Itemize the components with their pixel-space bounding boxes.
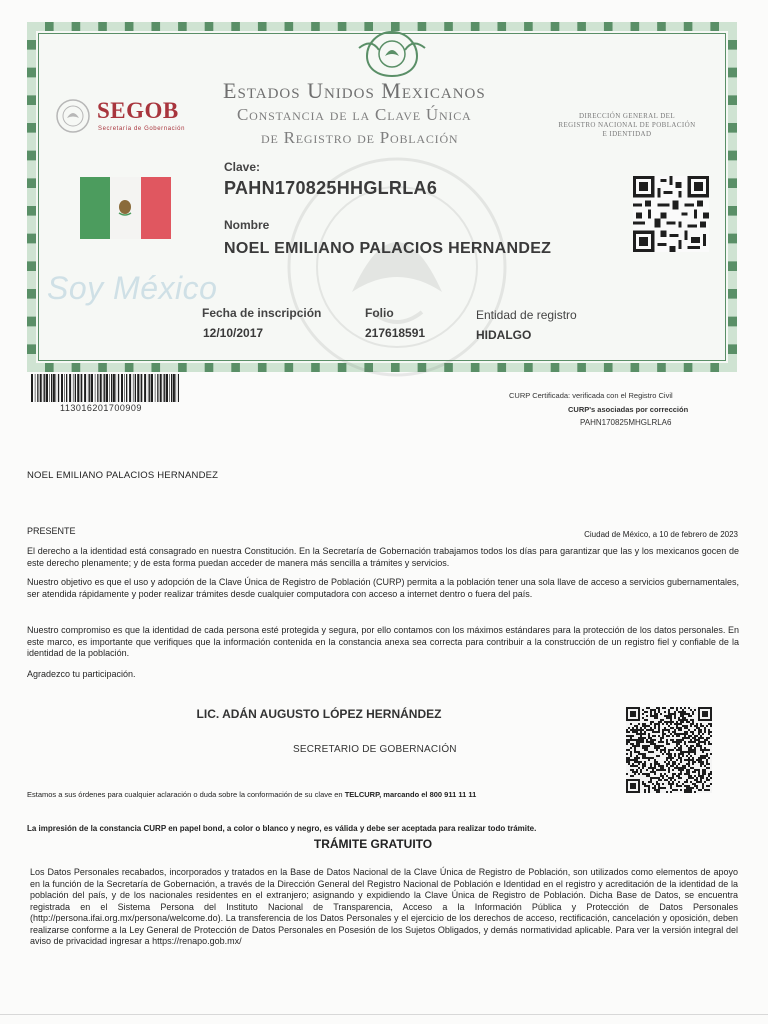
curp-asociadas-label: CURP's asociadas por corrección xyxy=(568,405,689,414)
letter-date: Ciudad de México, a 10 de febrero de 2023 xyxy=(584,530,738,539)
folio-value: 217618591 xyxy=(365,326,426,340)
signer-title: SECRETARIO DE GOBERNACIÓN xyxy=(293,744,457,755)
agency-name: SEGOB xyxy=(97,98,179,123)
curp-certificate xyxy=(27,22,737,372)
clave-label: Clave: xyxy=(224,160,261,174)
recipient-name: NOEL EMILIANO PALACIOS HERNANDEZ xyxy=(27,470,219,481)
paragraph-1: El derecho a la identidad está consagrado en nuestra Constitución. En la Secretaría de Gobernación trabajamos todos los días para garantizar que las y los mexicanos gocen de este derecho plenamente; y de esta forma puedan acceder de manera más sencilla a trámites y servicios. xyxy=(27,546,739,568)
curp-certificada: CURP Certificada: verificada con el Registro Civil xyxy=(509,391,673,400)
tramite-gratuito: TRÁMITE GRATUITO xyxy=(313,837,433,851)
print-validity-note: La impresión de la constancia CURP en papel bond, a color o blanco y negro, es válida y debe ser aceptada para realizar todo trámite. xyxy=(27,824,537,833)
curp-asociadas-value: PAHN170825MHGLRLA6 xyxy=(580,418,672,427)
paragraph-3: Nuestro compromiso es que la identidad de cada persona esté protegida y segura, por ello contamos con los máximos estándares para la protección de los datos personales. En este marco, es importante que verifiques que la información contenida en la constancia anexa sea correcta para contribuir a la construcción de un registro fiel y confiable de la identidad de la población. xyxy=(27,625,739,658)
document-title-line1: Constancia de la Clave Única xyxy=(237,105,472,124)
entidad-label: Entidad de registro xyxy=(476,308,577,322)
nombre-value: NOEL EMILIANO PALACIOS HERNANDEZ xyxy=(224,240,552,257)
barcode-icon xyxy=(31,374,179,402)
mexican-flag xyxy=(80,177,171,239)
document-title-line2: de Registro de Población xyxy=(261,128,459,147)
presente: PRESENTE xyxy=(27,526,76,536)
page-bottom-edge xyxy=(0,1014,768,1015)
soy-mexico-slogan: Soy México xyxy=(47,270,218,306)
entidad-value: HIDALGO xyxy=(476,328,532,342)
country-title: Estados Unidos Mexicanos xyxy=(223,78,486,103)
clave-value: PAHN170825HHGLRLA6 xyxy=(224,178,438,198)
privacy-notice: Los Datos Personales recabados, incorporados y tratados en la Base de Datos Nacional de la Clave Única de Registro de Población, son utilizados como elementos de apoyo en la función de la Secretaría de Gobernación, a través de la Dirección General del Registro Nacional de Población e Identidad en el registro y acreditación de la identidad de la población del país, y de los nacionales residentes en el extranjero; asignando y expidiendo la Clave Única de Registro de Población. Dicha Base de Datos, se encuentra registrada en el Sistema Persona del Instituto Nacional de Transparencia, Acceso a la Información Pública y Protección de Datos Personales (http://persona.ifai.org.mx/persona/welcome.do). La transferencia de los Datos Personales y el ejercicio de los derechos de acceso, rectificación, cancelación y oposición, deben realizarse conforme a la Ley General de Protección de Datos Personales en Posesión de los Sujetos Obligados, y demás normatividad aplicable. Para ver la versión integral del aviso de privacidad ingresar a https://renapo.gob.mx/ xyxy=(30,867,738,946)
segob-seal-icon xyxy=(55,98,91,134)
barcode-number: 113016201700909 xyxy=(60,403,142,413)
flag-eagle-icon xyxy=(117,197,133,217)
fecha-label: Fecha de inscripción xyxy=(202,306,322,320)
folio-label: Folio xyxy=(365,306,394,320)
paragraph-4: Agradezco tu participación. xyxy=(27,669,136,679)
qr-code-signature-icon[interactable] xyxy=(626,707,712,793)
fecha-value: 12/10/2017 xyxy=(203,326,264,340)
paragraph-2: Nuestro objetivo es que el uso y adopción de la Clave Única de Registro de Población (CURP) permita a la población tener una sola llave de acceso a servicios gubernamentales, ser atendida rápidamente y poder realizar trámites desde cualquier computadora con acceso a internet dentro o fuera del país. xyxy=(27,577,739,599)
signer-name: LIC. ADÁN AUGUSTO LÓPEZ HERNÁNDEZ xyxy=(196,707,442,721)
agency-subtitle: Secretaría de Gobernación xyxy=(98,126,186,132)
contact-line: Estamos a sus órdenes para cualquier aclaración o duda sobre la conformación de su clave en TELCURP, marcando el 800 911 11 11 xyxy=(27,790,477,799)
qr-code-icon[interactable] xyxy=(633,174,709,254)
nombre-label: Nombre xyxy=(224,218,270,232)
direccion-general: DIRECCIÓN GENERAL DEL REGISTRO NACIONAL DE POBLACIÓN E IDENTIDAD xyxy=(558,112,696,138)
national-seal-icon xyxy=(357,26,427,78)
